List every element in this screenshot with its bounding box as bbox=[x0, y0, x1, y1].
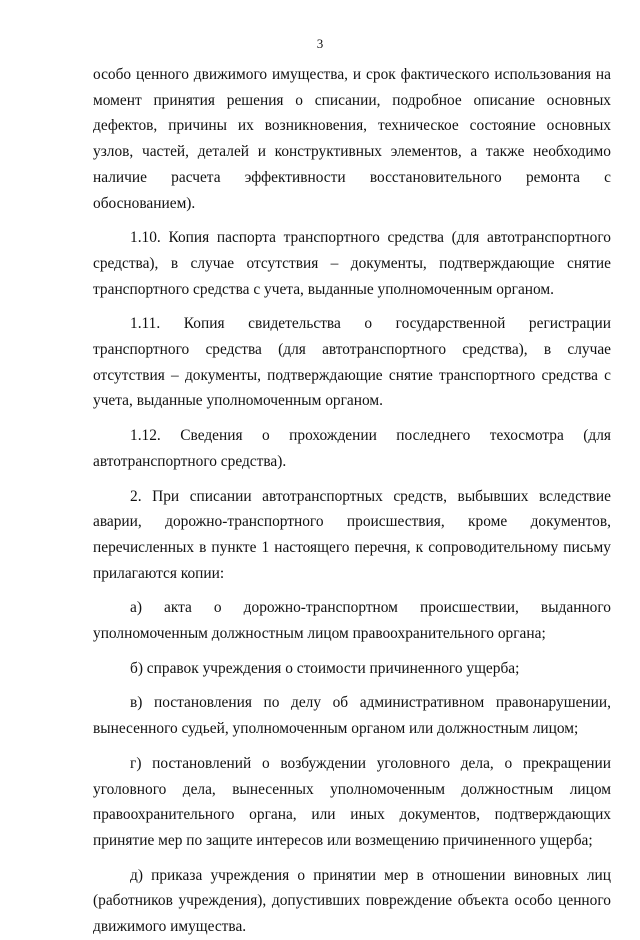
list-item-v: в) постановления по делу об административном правонарушении, вынесенного судьей, уполномоченным органом или должностным лицом; bbox=[93, 694, 611, 738]
page-number: 3 bbox=[316, 36, 324, 51]
paragraph-2: 2. При списании автотранспортных средств, выбывших вследствие аварии, дорожно-транспортного происшествия, кроме документов, перечисленных в пункте 1 настоящего перечня, к сопроводительному письму прилагаются копии: bbox=[93, 487, 611, 582]
list-item-b: б) справок учреждения о стоимости причиненного ущерба; bbox=[130, 659, 520, 677]
list-item-d: д) приказа учреждения о принятии мер в отношении виновных лиц (работников учреждения), допустивших повреждение объекта особо ценного движимого имущества. bbox=[93, 866, 611, 936]
document-body bbox=[93, 62, 611, 940]
paragraph-1-10: 1.10. Копия паспорта транспортного средства (для автотранспортного средства), в случае отсутствия – документы, подтверждающие снятие транспортного средства с учета, выданные уполномоченным органом. bbox=[93, 229, 611, 298]
paragraph-continuation: особо ценного движимого имущества, и срок фактического использования на момент принятия решения о списании, подробное описание основных дефектов, причины их возникновения, техническое состояние основных узлов, частей, деталей и конструктивных элементов, а также необходимо наличие расчета эффективности восстановительного ремонта с обоснованием). bbox=[93, 66, 611, 212]
paragraph-1-11: 1.11. Копия свидетельства о государственной регистрации транспортного средства (для автотранспортного средства), в случае отсутствия – документы, подтверждающие снятие транспортного средства с учета, выданные уполномоченным органом. bbox=[93, 315, 611, 410]
list-item-g: г) постановлений о возбуждении уголовного дела, о прекращении уголовного дела, вынесенных уполномоченным должностным лицом правоохранительного органа, или иных документов, подтверждающих принятие мер по защите интересов или возмещению причиненного ущерба; bbox=[93, 754, 611, 849]
list-item-a: а) акта о дорожно-транспортном происшествии, выданного уполномоченным должностным лицом правоохранительного органа; bbox=[93, 599, 611, 643]
paragraph-1-12: 1.12. Сведения о прохождении последнего техосмотра (для автотранспортного средства). bbox=[93, 427, 611, 470]
